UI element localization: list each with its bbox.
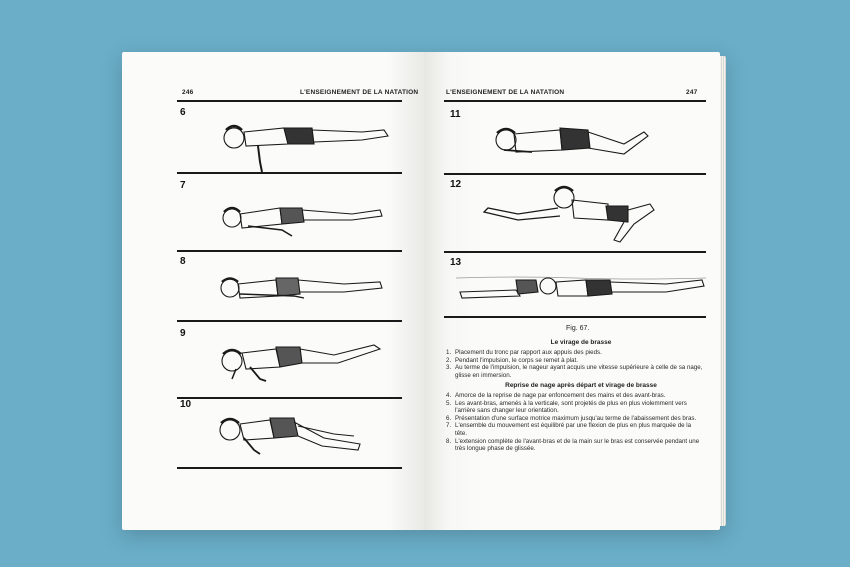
list-item: 8. L'extension complète de l'avant-bras et de la main sur le bras est conservée pendant une très longue phase de glissée. bbox=[446, 437, 700, 453]
right-page-number: 247 bbox=[686, 89, 698, 96]
section-title: Reprise de nage après départ et virage de brasse bbox=[505, 382, 657, 389]
swimmer-figure-9 bbox=[214, 337, 394, 395]
rule bbox=[444, 100, 706, 102]
swimmer-figure-13 bbox=[456, 270, 706, 306]
figure-number: 6 bbox=[180, 107, 186, 118]
swimmer-figure-7 bbox=[212, 194, 392, 239]
figure-caption: Fig. 67. bbox=[566, 325, 590, 332]
list-item: 1. Placement du tronc par rapport aux appuis des pieds. bbox=[446, 349, 602, 356]
list-item: 2. Pendant l'impulsion, le corps se remet à plat. bbox=[446, 356, 578, 364]
list-item: 6. Présentation d'une surface motrice maximum jusqu'au terme de l'abaissement des bras. bbox=[446, 414, 697, 422]
figure-number: 8 bbox=[180, 256, 186, 267]
right-page bbox=[424, 52, 720, 530]
rule bbox=[177, 172, 402, 174]
figure-number: 9 bbox=[180, 328, 186, 339]
figure-number: 12 bbox=[450, 179, 462, 190]
steps-list-1 bbox=[446, 349, 704, 379]
swimmer-figure-12 bbox=[478, 184, 658, 246]
rule bbox=[444, 251, 706, 253]
rule bbox=[444, 173, 706, 175]
swimmer-figure-10 bbox=[214, 408, 394, 462]
swimmer-figure-6 bbox=[212, 118, 392, 178]
figure-number: 7 bbox=[180, 180, 186, 191]
rule bbox=[177, 397, 402, 399]
swimmer-figure-8 bbox=[214, 270, 394, 310]
figure-number: 11 bbox=[450, 109, 461, 120]
steps-list-2 bbox=[446, 392, 704, 453]
figure-number: 13 bbox=[450, 257, 462, 268]
rule bbox=[177, 100, 402, 102]
list-item: 3. Au terme de l'impulsion, le nageur ayant acquis une vitesse supérieure à celle de sa nage, glisse en immersion. bbox=[446, 364, 703, 379]
left-page-number: 246 bbox=[182, 89, 194, 96]
left-running-head: L'ENSEIGNEMENT DE LA NATATION bbox=[300, 89, 419, 96]
swimmer-figure-11 bbox=[484, 118, 654, 170]
list-item: 4. Amorce de la reprise de nage par enfoncement des mains et des avant-bras. bbox=[446, 392, 666, 399]
list-item: 7. L'ensemble du mouvement est équilibré par une flexion de plus en plus marquée de la tête. bbox=[446, 422, 692, 437]
section-title: Le virage de brasse bbox=[550, 339, 612, 346]
rule bbox=[177, 250, 402, 252]
left-page bbox=[122, 52, 424, 530]
rule bbox=[177, 320, 402, 322]
rule bbox=[444, 316, 706, 318]
rule bbox=[177, 467, 402, 469]
list-item: 5. Les avant-bras, amenés à la verticale, sont projetés de plus en plus violemment vers l'arrière sans changer leur orientation. bbox=[446, 399, 687, 415]
figure-number: 10 bbox=[180, 399, 192, 410]
open-book bbox=[122, 52, 727, 532]
page-edges bbox=[720, 56, 726, 526]
right-running-head: L'ENSEIGNEMENT DE LA NATATION bbox=[446, 89, 565, 96]
